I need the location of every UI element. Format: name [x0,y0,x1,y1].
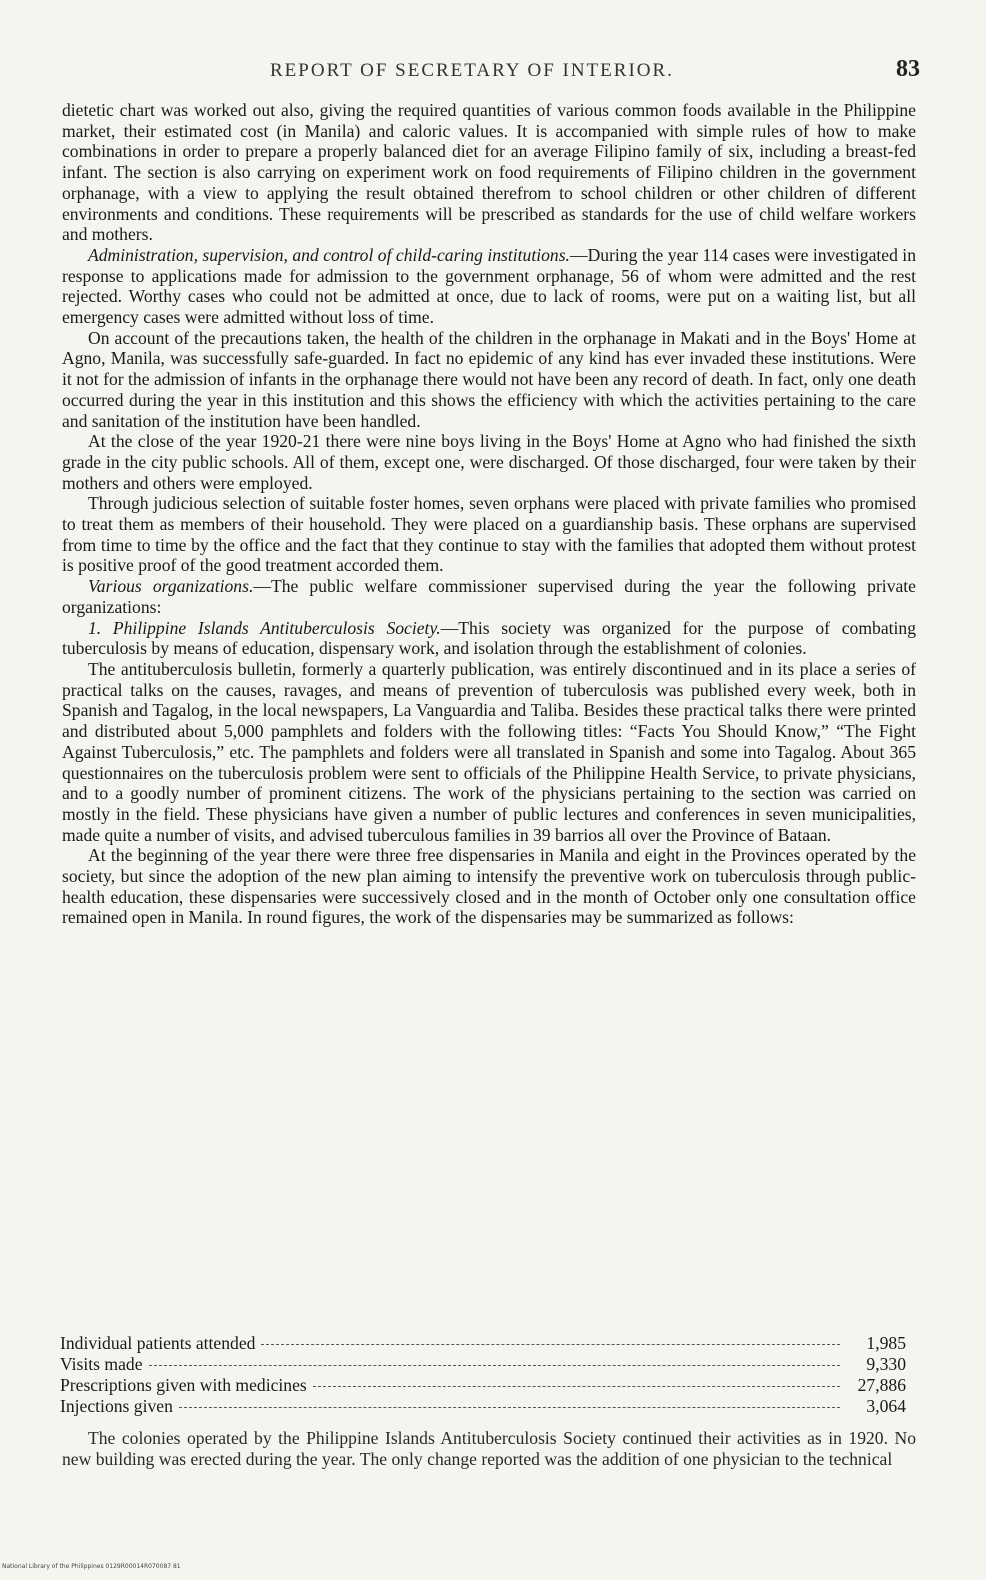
paragraph: At the close of the year 1920-21 there were nine boys living in the Boys' Home at Agno who had finished the sixth grade in the city public schools. All of them, except one, were discharged. Of those discharged, four were taken by their mothers and others were employed. [62,431,916,493]
stat-value: 27,886 [857,1375,906,1395]
dot-leader [149,1365,840,1366]
stat-value: 3,064 [866,1396,906,1416]
paragraph [62,576,916,617]
running-title: REPORT OF SECRETARY OF INTERIOR. [270,60,674,81]
stat-label: Prescriptions given with medicines [60,1375,307,1395]
dot-leader [261,1344,840,1345]
paragraph: The antituberculosis bulletin, formerly a quarterly publication, was entirely discontinued and in its place a series of practical talks on the causes, ravages, and means of prevention of tuberculosis was published every week, both in Spanish and Tagalog, in the local newspapers, La Vanguardia and Taliba. Besides these practical talks there were printed and distributed about 5,000 pamphlets and folders with the following titles: “Facts You Should Know,” “The Fight Against Tuberculosis,” etc. The pamphlets and folders were all translated in Spanish and some into Tagalog. About 365 questionnaires on the tuberculosis problem were sent to officials of the Philippine Health Service, to private physicians, and to a goodly number of prominent citizens. The work of the physicians pertaining to the section was carried on mostly in the field. These physicians have given a number of public lectures and conferences in seven municipalities, made quite a number of visits, and advised tuberculous families in 39 barrios all over the Province of Bataan. [62,658,916,845]
paragraph-text: —During the year 114 cases were investigated in response to applications made for admission to the government orphanage, 56 of whom were admitted and the rest rejected. Worthy cases who could not be admitted at once, due to lack of rooms, were put on a waiting list, but all emergency cases were admitted without loss of time. [62,244,916,328]
paragraph [62,245,916,328]
stat-row [60,1354,906,1375]
paragraph: On account of the precautions taken, the health of the children in the orphanage in Makati and in the Boys' Home at Agno, Manila, was successfully safe-guarded. In fact no epidemic of any kind has ever invaded these institutions. Were it not for the admission of infants in the orphanage there would not have been any record of death. In fact, only one death occurred during the year in this institution and this shows the efficiency with which the activities pertaining to the care and sanitation of the institution have been handled. [62,327,916,431]
dot-leader [179,1407,840,1408]
section-heading: 1. Philippine Islands Antituberculosis Society. [88,617,441,638]
stat-value: 9,330 [866,1354,906,1374]
dispensary-stats-table [60,1333,906,1417]
section-heading: Various organizations. [88,576,254,597]
paragraph-text: —The public welfare commissioner supervised during the year the following private organizations: [62,576,916,617]
dot-leader [313,1386,840,1387]
paragraph: Through judicious selection of suitable foster homes, seven orphans were placed with private families who promised to treat them as members of their household. They were placed on a guardianship basis. These orphans are supervised from time to time by the office and the fact that they continue to stay with the families that adopted them without protest is positive proof of the good treatment accorded them. [62,493,916,576]
page-number: 83 [896,56,920,82]
paragraph: dietetic chart was worked out also, giving the required quantities of various common foods available in the Philippine market, their estimated cost (in Manila) and caloric values. It is accompanied with simple rules of how to make combinations in order to prepare a properly balanced diet for an average Filipino family of six, including a breast-fed infant. The section is also carrying on experiment work on food requirements of Filipino children in the government orphanage, with a view to applying the result obtained therefrom to school children or other children of different environments and conditions. These requirements will be prescribed as standards for the use of child welfare workers and mothers. [62,100,916,245]
stat-label: Injections given [60,1396,173,1416]
paragraph: The colonies operated by the Philippine Islands Antituberculosis Society continued their activities as in 1920. No new building was erected during the year. The only change reported was the addition of one physician to the technical [62,1428,916,1469]
stat-row [60,1333,906,1354]
stat-label: Visits made [60,1354,143,1374]
body-text [62,100,916,928]
paragraph-text: —This society was organized for the purpose of combating tuberculosis by means of education, dispensary work, and isolation through the establishment of colonies. [62,617,916,659]
paragraph: At the beginning of the year there were three free dispensaries in Manila and eight in the Provinces operated by the society, but since the adoption of the new plan aiming to intensify the preventive work on tuberculosis through public-health education, these dispensaries were successively closed and in the month of October only one consultation office remained open in Manila. In round figures, the work of the dispensaries may be summarized as follows: [62,845,916,928]
stat-row [60,1375,906,1396]
closing-text [62,1428,916,1469]
stat-value: 1,985 [866,1333,906,1353]
stat-label: Individual patients attended [60,1333,256,1353]
paragraph [62,618,916,659]
page-header [60,54,920,94]
stat-row [60,1396,906,1417]
archive-stamp: National Library of the Philippines 0129R00014R070087 81 [2,1563,181,1570]
section-heading: Administration, supervision, and control of child-caring institutions. [88,244,570,265]
